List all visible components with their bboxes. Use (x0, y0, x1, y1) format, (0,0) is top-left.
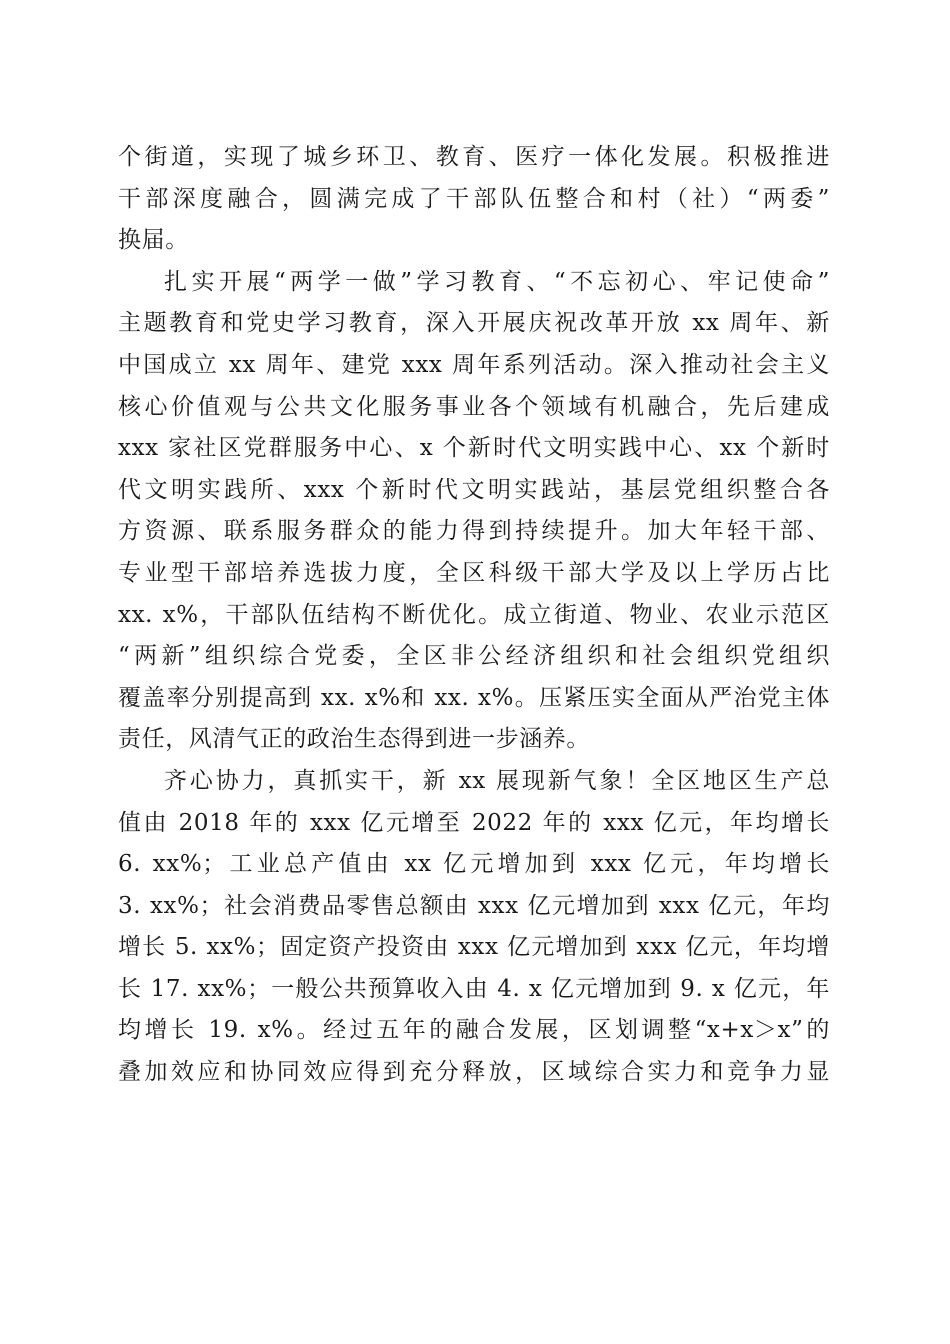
text-line: 增长 5. xx%；固定资产投资由 xxx 亿元增加到 xxx 亿元，年均增 (118, 934, 830, 961)
text-line: “两新”组织综合党委，全区非公经济组织和社会组织党组织 (118, 643, 830, 670)
text-line: 核心价值观与公共文化服务事业各个领域有机融合，先后建成 (118, 393, 830, 420)
paragraph-3 (118, 761, 830, 1094)
document-body (118, 137, 830, 1094)
text-line: 均增长 19. x%。经过五年的融合发展，区划调整“x+x＞x”的 (118, 1017, 830, 1044)
paragraph-1 (118, 137, 830, 262)
text-line: 6. xx%；工业总产值由 xx 亿元增加到 xxx 亿元，年均增长 (118, 851, 830, 878)
text-line: 值由 2018 年的 xxx 亿元增至 2022 年的 xxx 亿元，年均增长 (118, 809, 830, 836)
text-line: 责任，风清气正的政治生态得到进一步涵养。 (118, 726, 590, 753)
paragraph-2 (118, 262, 830, 761)
text-line: 3. xx%；社会消费品零售总额由 xxx 亿元增加到 xxx 亿元，年均 (118, 892, 830, 919)
text-line: 干部深度融合，圆满完成了干部队伍整合和村（社）“两委” (118, 185, 830, 212)
text-line: 长 17. xx%；一般公共预算收入由 4. x 亿元增加到 9. x 亿元，年 (118, 975, 830, 1002)
text-line: 个街道，实现了城乡环卫、教育、医疗一体化发展。积极推进 (118, 144, 830, 170)
text-line: xx. x%，干部队伍结构不断优化。成立街道、物业、农业示范区 (118, 601, 830, 628)
text-line: 扎实开展“两学一做”学习教育、“不忘初心、牢记使命” (164, 268, 830, 295)
text-line: 叠加效应和协同效应得到充分释放，区域综合实力和竞争力显 (118, 1059, 830, 1086)
text-line: 中国成立 xx 周年、建党 xxx 周年系列活动。深入推动社会主义 (118, 351, 830, 378)
text-line: 覆盖率分别提高到 xx. x%和 xx. x%。压紧压实全面从严治党主体 (118, 684, 830, 711)
text-line: 主题教育和党史学习教育，深入开展庆祝改革开放 xx 周年、新 (118, 310, 830, 337)
text-line: xxx 家社区党群服务中心、x 个新时代文明实践中心、xx 个新时 (118, 435, 830, 462)
text-line: 代文明实践所、xxx 个新时代文明实践站，基层党组织整合各 (118, 476, 830, 503)
text-line: 齐心协力，真抓实干，新 xx 展现新气象！全区地区生产总 (164, 767, 830, 794)
text-line: 换届。 (118, 227, 189, 254)
text-line: 专业型干部培养选拔力度，全区科级干部大学及以上学历占比 (118, 559, 830, 586)
text-line: 方资源、联系服务群众的能力得到持续提升。加大年轻干部、 (118, 518, 830, 545)
